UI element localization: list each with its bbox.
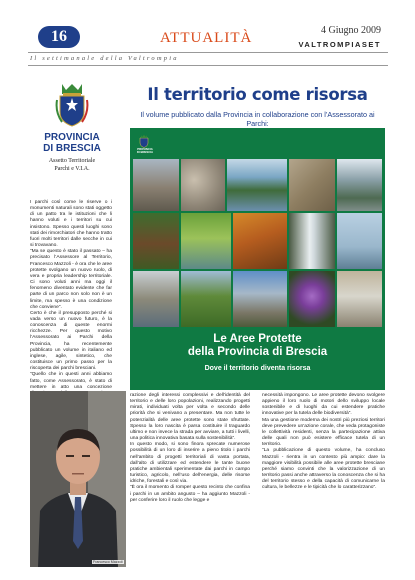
photo-mountain-stream	[336, 158, 383, 212]
province-logo	[32, 82, 112, 178]
department-name-line: Assetto Territoriale	[48, 158, 96, 164]
photo-mountain-peak	[232, 270, 288, 328]
cover-subtitle: Dove il territorio diventa risorsa	[204, 365, 311, 372]
photo-green-valley	[180, 270, 232, 328]
article-column-left	[30, 200, 112, 403]
article-column-middle	[130, 393, 250, 504]
page-number: 16	[38, 26, 80, 48]
photo-wetland	[180, 212, 232, 270]
department-name-line: Parchi e V.I.A.	[54, 166, 90, 172]
cover-title-line: della Provincia di Brescia	[187, 346, 328, 358]
magazine-name: VALTROMPIASET	[298, 40, 381, 49]
paragraph: “È ora il momento di romper questo recinto che confina i parchi in un ambito angusto – ha aggiunto Mazzoli - per conferire loro il ruolo che legge e	[130, 485, 250, 503]
portrait-photo	[30, 391, 126, 567]
magazine-tagline: Il settimanale della Valtrompia	[30, 55, 179, 62]
paragraph: In questo modo, si sono finora sprecate numerose possibilità di un loro di inserire a pieno titolo i parchi nell’ambito di progetti territoriali di vasta portata, dall’alto di utilizzare ed estendere le tante buone pratiche ambientali sperimentate dai parchi in campo turistico, agricolo, nell’uso dell’energia, delle risorse idriche, forestali e così via.	[130, 442, 250, 485]
photo-rock-carving	[288, 158, 336, 212]
portrait-caption: Francesco Mazzoli	[93, 560, 123, 564]
masthead-divider	[28, 52, 388, 53]
photo-waterfall-ravine	[336, 270, 383, 328]
person-silhouette-icon	[30, 391, 126, 567]
paragraph: I parchi così come le riserve o i monumenti naturali sono stati oggetto di un patto tra le istituzioni che li hanno voluti e i territori su cui insistono. Spesso questi luoghi sono stati dei rimorchiatori che hanno tratto fuori molti territori dalle secche in cui si trovavano.	[30, 200, 112, 249]
photo-waterfall	[288, 212, 336, 270]
cover-logo-text	[136, 148, 154, 154]
cover-logo-line: DI BRESCIA	[136, 150, 154, 154]
photo-castle	[132, 158, 180, 212]
photo-lighthouse	[336, 212, 383, 270]
province-name-line: PROVINCIA	[44, 132, 100, 143]
paragraph: “La pubblicazione di questo volume, ha concluso Mazzoli - rientra in un contesto più ampio: dare la maggiore visibilità possibile alle aree protette bresciane perché siamo convinti che la valorizzazione di un territorio passi anche attraverso la conoscenza che si ha del territorio stesso e della capacità di comunicarne la cultura, le bellezze e le tipicità che lo caratterizzano”.	[262, 448, 385, 491]
paragraph: Ma una gestione moderna dei nostri più preziosi territori deve prevedere un’azione corale, che veda protagoniste le collettività residenti, senza la partecipazione attiva delle quali non può esistere efficace tutela di un territorio.	[262, 417, 385, 448]
photo-lake-trees	[226, 158, 288, 212]
section-title: ATTUALITÀ	[160, 30, 253, 46]
photo-rock-texture	[180, 158, 226, 212]
photo-deer	[132, 212, 180, 270]
cover-logo-line: PROVINCIA	[137, 147, 153, 151]
paragraph: razione degli interessi complessivi e dell’identità del territorio e delle loro popolazioni, realizzando progetti mirati, individuati volta per volta e secondo delle priorità che si venivano a presentare. Ma non tutte le potenzialità delle aree protette sono state sfruttate. Spesso la loro nascita è parsa costituire il traguardo ultimo e non invece la strada per avviare, a tutti i livelli, una politica innovativa basata sulla sostenibilità”.	[130, 393, 250, 442]
paragraph: necessità impongono. Le aree protette devono svolgere appieno il loro ruolo di motori dello sviluppo locale sostenibile e di luoghi da cui estendere pratiche innovative per la tutela delle biodiversità”.	[262, 393, 385, 417]
cover-title	[130, 333, 385, 359]
cover-title-line: Le Aree Protette	[213, 333, 302, 345]
paragraph: “Quello che in questi anni abbiamo fatto, come Assessorato, è stato di mettere in atto una concezione	[30, 372, 112, 390]
paragraph: “Ma se questo è stato il passato – ha precisato l’Assessore al Territorio, Francesco Mazzoli - è ora che le aree protette svolgano un nuovo ruolo, di vera e propria leadership territoriale. Ci sono voluti anni ma oggi il fenomeno diventato evidente che far parte di un parco non solo non è un limite, ma spesso è una condizione che conviene”.	[30, 249, 112, 310]
article-column-right	[262, 393, 385, 492]
issue-date: 4 Giugno 2009	[321, 25, 381, 36]
cover-photo-grid	[132, 158, 383, 328]
coat-of-arms-icon	[54, 82, 90, 128]
cover-coat-of-arms-icon	[138, 134, 150, 148]
photo-purple-flower	[288, 270, 336, 328]
province-name-line: DI BRESCIA	[43, 143, 101, 154]
masthead-divider	[28, 65, 388, 66]
article-headline: Il territorio come risorsa	[147, 85, 368, 104]
province-name	[32, 132, 112, 154]
subhead-line: Il volume pubblicato dalla Provincia in collaborazione con l’Assessorato ai Parchi:	[140, 110, 375, 128]
photo-rocky-lake	[132, 270, 180, 328]
paragraph: Certo è che il presupposto perché si vada verso un nuovo futuro, è la conoscenza di queste enormi ricchezze. Per questo motivo l’Assessorato ai Parchi della Provincia, ha recentemente pubblicato un volume in italiano ed inglese, agile, sintetico, che costituisce un primo passo per la riscoperta dei parchi bresciani.	[30, 310, 112, 372]
photo-autumn-forest	[232, 212, 288, 270]
department-name	[32, 157, 112, 173]
book-cover-image	[130, 128, 385, 390]
